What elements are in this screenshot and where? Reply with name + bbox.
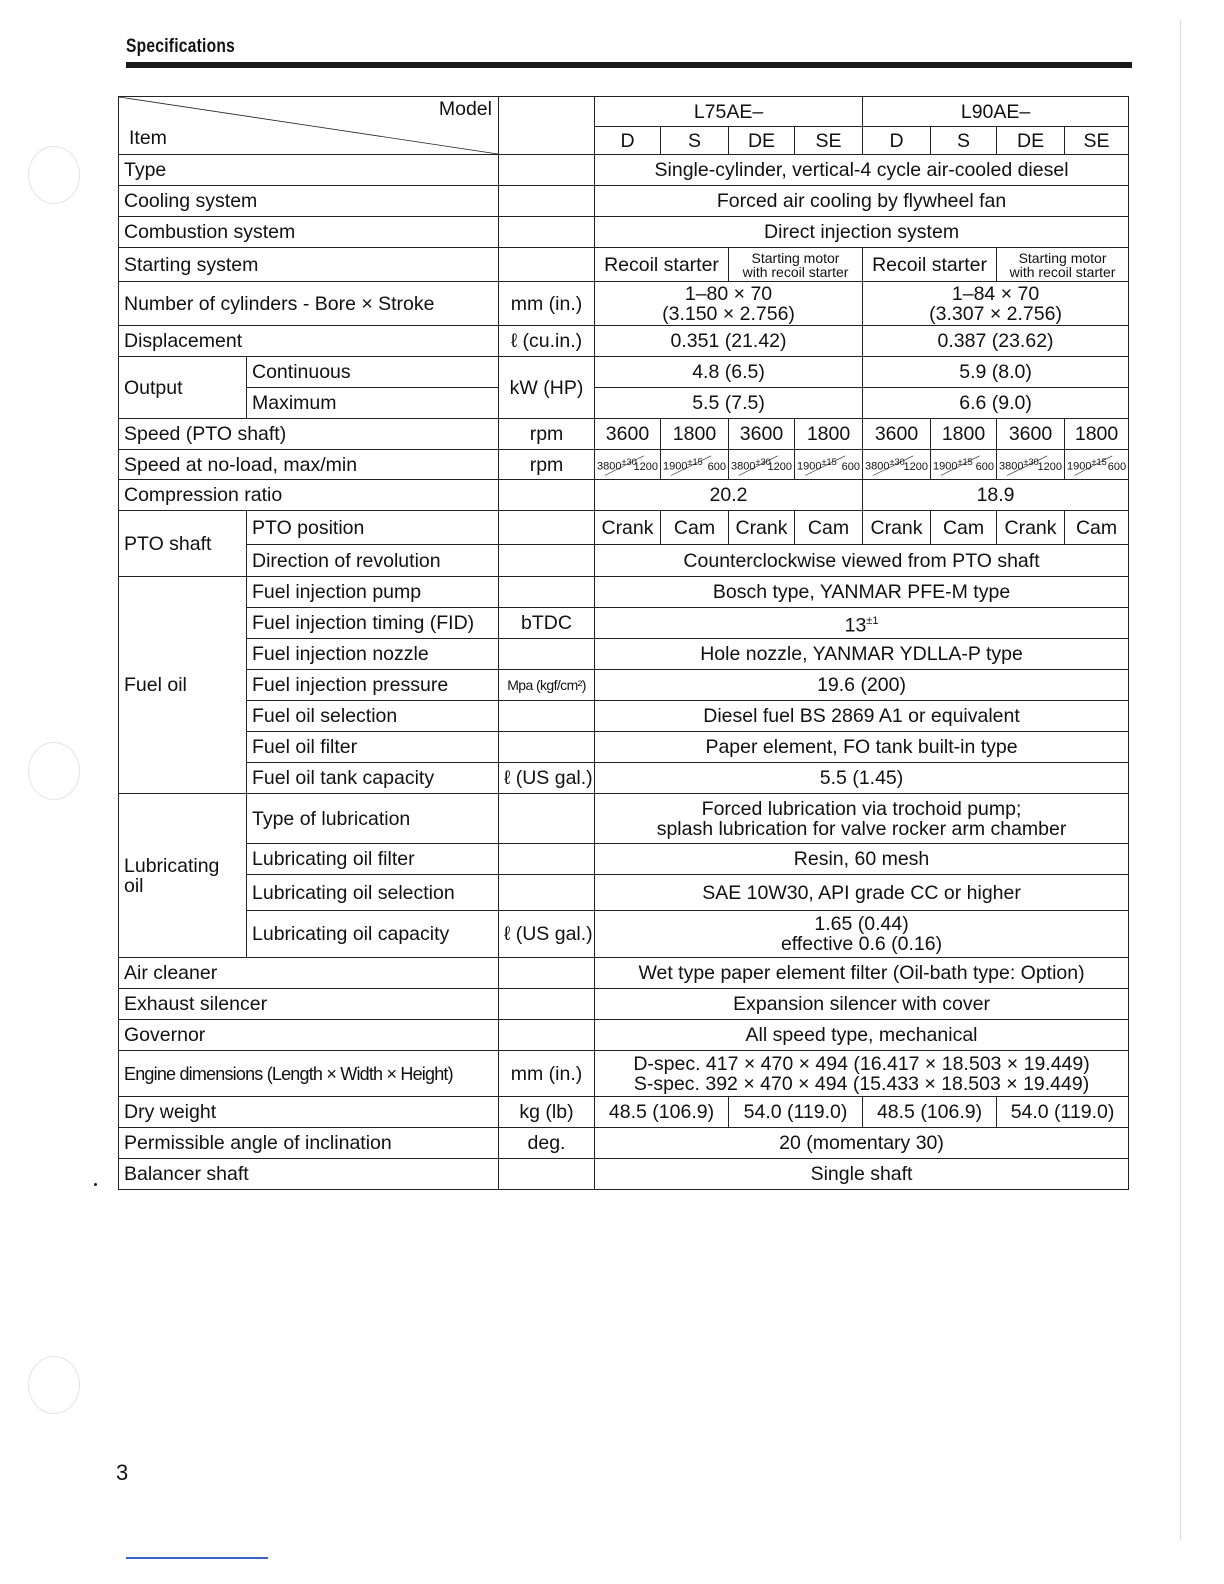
row-label: Number of cylinders - Bore × Stroke <box>119 282 499 326</box>
row-value: Direct injection system <box>595 217 1129 248</box>
cylinders-l90 <box>863 282 1129 326</box>
row-label: Fuel oil tank capacity <box>247 763 499 794</box>
value-line: splash lubrication for valve rocker arm chamber <box>656 817 1067 840</box>
row-label: Fuel injection pressure <box>247 670 499 701</box>
table-row <box>119 1159 1129 1190</box>
noload-min: 600 <box>1107 461 1127 473</box>
unit-cell <box>499 732 595 763</box>
page-number: 3 <box>116 1460 129 1485</box>
row-label: Displacement <box>119 326 499 357</box>
weight-cell: 54.0 (119.0) <box>997 1097 1129 1128</box>
weight-cell: 54.0 (119.0) <box>729 1097 863 1128</box>
row-label: Cooling system <box>119 186 499 217</box>
variant-cell: DE <box>729 127 795 155</box>
table-row <box>119 577 1129 608</box>
value-line: S-spec. 392 × 470 × 494 (15.433 × 18.503 × 19.449) <box>633 1072 1090 1095</box>
row-value: 19.6 (200) <box>595 670 1129 701</box>
value-line: (3.150 × 2.756) <box>662 302 795 325</box>
unit-cell <box>499 1159 595 1190</box>
starting-motor-l90 <box>997 248 1129 282</box>
unit-cell: bTDC <box>499 608 595 639</box>
value-line: D-spec. 417 × 470 × 494 (16.417 × 18.503 × 19.449) <box>633 1052 1090 1075</box>
row-label: Starting system <box>119 248 499 282</box>
table-row <box>119 1128 1129 1159</box>
row-label: Dry weight <box>119 1097 499 1128</box>
weight-cell: 48.5 (106.9) <box>595 1097 729 1128</box>
noload-max: 1900 <box>933 460 958 473</box>
noload-cell <box>795 450 863 480</box>
table-row <box>119 958 1129 989</box>
noload-max: 3800 <box>731 460 756 473</box>
row-label: Speed (PTO shaft) <box>119 419 499 450</box>
table-row <box>119 763 1129 794</box>
header-rule <box>126 62 1132 68</box>
pto-position-cell: Crank <box>595 511 661 545</box>
group-label: Fuel oil <box>119 577 247 794</box>
unit-cell <box>499 794 595 844</box>
noload-tol: ±30 <box>755 457 771 467</box>
unit-cell: rpm <box>499 450 595 480</box>
row-value: Hole nozzle, YANMAR YDLLA-P type <box>595 639 1129 670</box>
row-label: Compression ratio <box>119 480 499 511</box>
table-row <box>119 1051 1129 1097</box>
model-label: Model <box>438 98 492 120</box>
row-value <box>595 794 1129 844</box>
value-line: 1–80 × 70 <box>684 282 773 305</box>
row-value: Expansion silencer with cover <box>595 989 1129 1020</box>
variant-cell: S <box>931 127 997 155</box>
cylinders-l75 <box>595 282 863 326</box>
pto-position-cell: Cam <box>795 511 863 545</box>
noload-tol: ±15 <box>957 457 973 467</box>
row-label: Air cleaner <box>119 958 499 989</box>
table-row <box>119 388 1129 419</box>
row-label: Fuel oil selection <box>247 701 499 732</box>
compression-l75: 20.2 <box>595 480 863 511</box>
output-cont-l75: 4.8 (6.5) <box>595 357 863 388</box>
noload-tol: ±15 <box>821 457 837 467</box>
unit-cell <box>499 248 595 282</box>
group-label-line: Lubricating <box>124 854 220 877</box>
unit-cell <box>499 577 595 608</box>
noload-min: 600 <box>707 461 726 473</box>
speed-cell: 3600 <box>997 419 1065 450</box>
punch-hole-3 <box>28 1356 80 1414</box>
table-row <box>119 326 1129 357</box>
table-row <box>119 670 1129 701</box>
noload-min: 600 <box>975 461 995 473</box>
table-row <box>119 844 1129 875</box>
noload-tol: ±30 <box>889 457 905 467</box>
model-l90ae: L90AE– <box>863 97 1129 127</box>
row-value: Bosch type, YANMAR PFE-M type <box>595 577 1129 608</box>
group-label <box>119 794 247 958</box>
row-value: All speed type, mechanical <box>595 1020 1129 1051</box>
pto-position-cell: Crank <box>997 511 1065 545</box>
starting-motor-l75 <box>729 248 863 282</box>
footer-rule <box>126 1557 268 1559</box>
table-row <box>119 97 1129 127</box>
noload-max: 3800 <box>999 460 1024 473</box>
unit-cell: deg. <box>499 1128 595 1159</box>
noload-cell <box>997 450 1065 480</box>
speed-cell: 1800 <box>1065 419 1129 450</box>
speed-cell: 3600 <box>729 419 795 450</box>
timing-value: 13 <box>844 614 867 637</box>
page-edge-line <box>1180 20 1181 1540</box>
noload-max: 1900 <box>663 460 688 473</box>
row-value <box>595 608 1129 639</box>
row-value: 20 (momentary 30) <box>595 1128 1129 1159</box>
row-label: Fuel injection timing (FID) <box>247 608 499 639</box>
unit-cell <box>499 186 595 217</box>
table-row <box>119 248 1129 282</box>
noload-cell <box>1065 450 1129 480</box>
table-row <box>119 545 1129 577</box>
row-label: Speed at no-load, max/min <box>119 450 499 480</box>
table-row <box>119 1097 1129 1128</box>
row-label: Governor <box>119 1020 499 1051</box>
pto-position-cell: Cam <box>931 511 997 545</box>
starting-recoil-l75: Recoil starter <box>595 248 729 282</box>
pto-position-cell: Cam <box>1065 511 1129 545</box>
unit-cell <box>499 155 595 186</box>
value-line: 1.65 (0.44) <box>814 913 909 935</box>
table-row <box>119 186 1129 217</box>
variant-cell: S <box>661 127 729 155</box>
speed-cell: 3600 <box>595 419 661 450</box>
unit-cell <box>499 1020 595 1051</box>
speed-cell: 3600 <box>863 419 931 450</box>
row-label: Engine dimensions (Length × Width × Height) <box>119 1051 499 1097</box>
row-label: Fuel oil filter <box>247 732 499 763</box>
speed-cell: 1800 <box>795 419 863 450</box>
output-cont-l90: 5.9 (8.0) <box>863 357 1129 388</box>
value-line: Forced lubrication via trochoid pump; <box>701 797 1022 820</box>
table-row <box>119 282 1129 326</box>
table-row <box>119 511 1129 545</box>
noload-min: 1200 <box>903 461 929 473</box>
group-label-line: oil <box>124 874 144 897</box>
noload-tol: ±30 <box>621 457 637 467</box>
unit-cell <box>499 844 595 875</box>
row-label: Maximum <box>247 388 499 419</box>
unit-cell <box>499 701 595 732</box>
row-label: Lubricating oil capacity <box>247 911 499 958</box>
noload-min: 600 <box>841 461 861 473</box>
row-value: Wet type paper element filter (Oil-bath type: Option) <box>595 958 1129 989</box>
noload-tol: ±30 <box>1023 457 1039 467</box>
punch-hole-2 <box>28 742 80 800</box>
row-label: Combustion system <box>119 217 499 248</box>
row-label: Type of lubrication <box>247 794 499 844</box>
row-label: Fuel injection pump <box>247 577 499 608</box>
unit-cell: ℓ (US gal.) <box>499 911 595 958</box>
row-value: Paper element, FO tank built-in type <box>595 732 1129 763</box>
row-label: Balancer shaft <box>119 1159 499 1190</box>
table-row <box>119 911 1129 958</box>
row-value: Single shaft <box>595 1159 1129 1190</box>
variant-cell: DE <box>997 127 1065 155</box>
pto-position-cell: Crank <box>863 511 931 545</box>
motor-line1: Starting motor <box>751 249 840 266</box>
unit-cell: mm (in.) <box>499 282 595 326</box>
row-value: Counterclockwise viewed from PTO shaft <box>595 545 1129 577</box>
page-title: Specifications <box>126 36 236 57</box>
motor-line2: with recoil starter <box>1009 263 1116 280</box>
variant-cell: D <box>863 127 931 155</box>
unit-cell <box>499 639 595 670</box>
unit-cell <box>499 480 595 511</box>
unit-cell <box>499 989 595 1020</box>
table-row <box>119 701 1129 732</box>
item-model-header <box>119 97 499 155</box>
row-value: Single-cylinder, vertical-4 cycle air-cooled diesel <box>595 155 1129 186</box>
row-label: Fuel injection nozzle <box>247 639 499 670</box>
row-label: Lubricating oil selection <box>247 875 499 911</box>
unit-cell <box>499 875 595 911</box>
table-row <box>119 450 1129 480</box>
speed-cell: 1800 <box>661 419 729 450</box>
unit-cell <box>499 958 595 989</box>
table-row <box>119 217 1129 248</box>
output-max-l75: 5.5 (7.5) <box>595 388 863 419</box>
item-label: Item <box>129 127 167 149</box>
table-row <box>119 608 1129 639</box>
row-label: PTO position <box>247 511 499 545</box>
motor-line2: with recoil starter <box>742 263 849 280</box>
table-row <box>119 989 1129 1020</box>
specifications-table <box>118 96 1129 1190</box>
unit-cell: Mpa (kgf/cm²) <box>499 670 595 701</box>
row-value: Resin, 60 mesh <box>595 844 1129 875</box>
row-value <box>595 911 1129 958</box>
unit-cell: kg (lb) <box>499 1097 595 1128</box>
unit-cell: mm (in.) <box>499 1051 595 1097</box>
noload-tol: ±15 <box>1091 457 1107 467</box>
noload-cell <box>729 450 795 480</box>
output-max-l90: 6.6 (9.0) <box>863 388 1129 419</box>
noload-max: 3800 <box>597 460 622 473</box>
value-line: effective 0.6 (0.16) <box>780 933 943 955</box>
row-value: 5.5 (1.45) <box>595 763 1129 794</box>
row-value: SAE 10W30, API grade CC or higher <box>595 875 1129 911</box>
unit-cell <box>499 217 595 248</box>
weight-cell: 48.5 (106.9) <box>863 1097 997 1128</box>
variant-cell: SE <box>1065 127 1129 155</box>
unit-cell: ℓ (US gal.) <box>499 763 595 794</box>
row-label: Type <box>119 155 499 186</box>
noload-max: 1900 <box>1067 460 1092 473</box>
table-row <box>119 155 1129 186</box>
value-line: 1–84 × 70 <box>951 282 1040 305</box>
noload-cell <box>931 450 997 480</box>
value-line: (3.307 × 2.756) <box>929 302 1062 325</box>
pto-position-cell: Cam <box>661 511 729 545</box>
noload-cell <box>595 450 661 480</box>
table-row <box>119 732 1129 763</box>
row-label: Direction of revolution <box>247 545 499 577</box>
table-row <box>119 875 1129 911</box>
variant-cell: D <box>595 127 661 155</box>
table-row <box>119 794 1129 844</box>
noload-min: 1200 <box>1037 461 1063 473</box>
table-row <box>119 419 1129 450</box>
unit-cell <box>499 545 595 577</box>
row-value: Forced air cooling by flywheel fan <box>595 186 1129 217</box>
unit-header <box>499 97 595 155</box>
noload-max: 3800 <box>865 460 890 473</box>
noload-cell <box>661 450 729 480</box>
group-label: Output <box>119 357 247 419</box>
group-label: PTO shaft <box>119 511 247 577</box>
row-value: Diesel fuel BS 2869 A1 or equivalent <box>595 701 1129 732</box>
table-row <box>119 480 1129 511</box>
row-value <box>595 1051 1129 1097</box>
table-row <box>119 1020 1129 1051</box>
compression-l90: 18.9 <box>863 480 1129 511</box>
row-label: Continuous <box>247 357 499 388</box>
row-label: Lubricating oil filter <box>247 844 499 875</box>
noload-cell <box>863 450 931 480</box>
table-row <box>119 357 1129 388</box>
table-row <box>119 639 1129 670</box>
starting-recoil-l90: Recoil starter <box>863 248 997 282</box>
pto-position-cell: Crank <box>729 511 795 545</box>
punch-hole-1 <box>28 146 80 204</box>
motor-line1: Starting motor <box>1018 249 1107 266</box>
unit-cell: ℓ (cu.in.) <box>499 326 595 357</box>
variant-cell: SE <box>795 127 863 155</box>
displacement-l90: 0.387 (23.62) <box>863 326 1129 357</box>
unit-cell <box>499 511 595 545</box>
row-label: Permissible angle of inclination <box>119 1128 499 1159</box>
unit-cell: rpm <box>499 419 595 450</box>
timing-tolerance: ±1 <box>866 614 879 627</box>
stray-mark <box>94 1183 97 1186</box>
model-l75ae: L75AE– <box>595 97 863 127</box>
noload-max: 1900 <box>797 460 822 473</box>
speed-cell: 1800 <box>931 419 997 450</box>
row-label: Exhaust silencer <box>119 989 499 1020</box>
displacement-l75: 0.351 (21.42) <box>595 326 863 357</box>
noload-min: 1200 <box>767 461 792 473</box>
unit-cell: kW (HP) <box>499 357 595 419</box>
noload-tol: ±15 <box>687 457 703 467</box>
noload-min: 1200 <box>633 461 658 473</box>
